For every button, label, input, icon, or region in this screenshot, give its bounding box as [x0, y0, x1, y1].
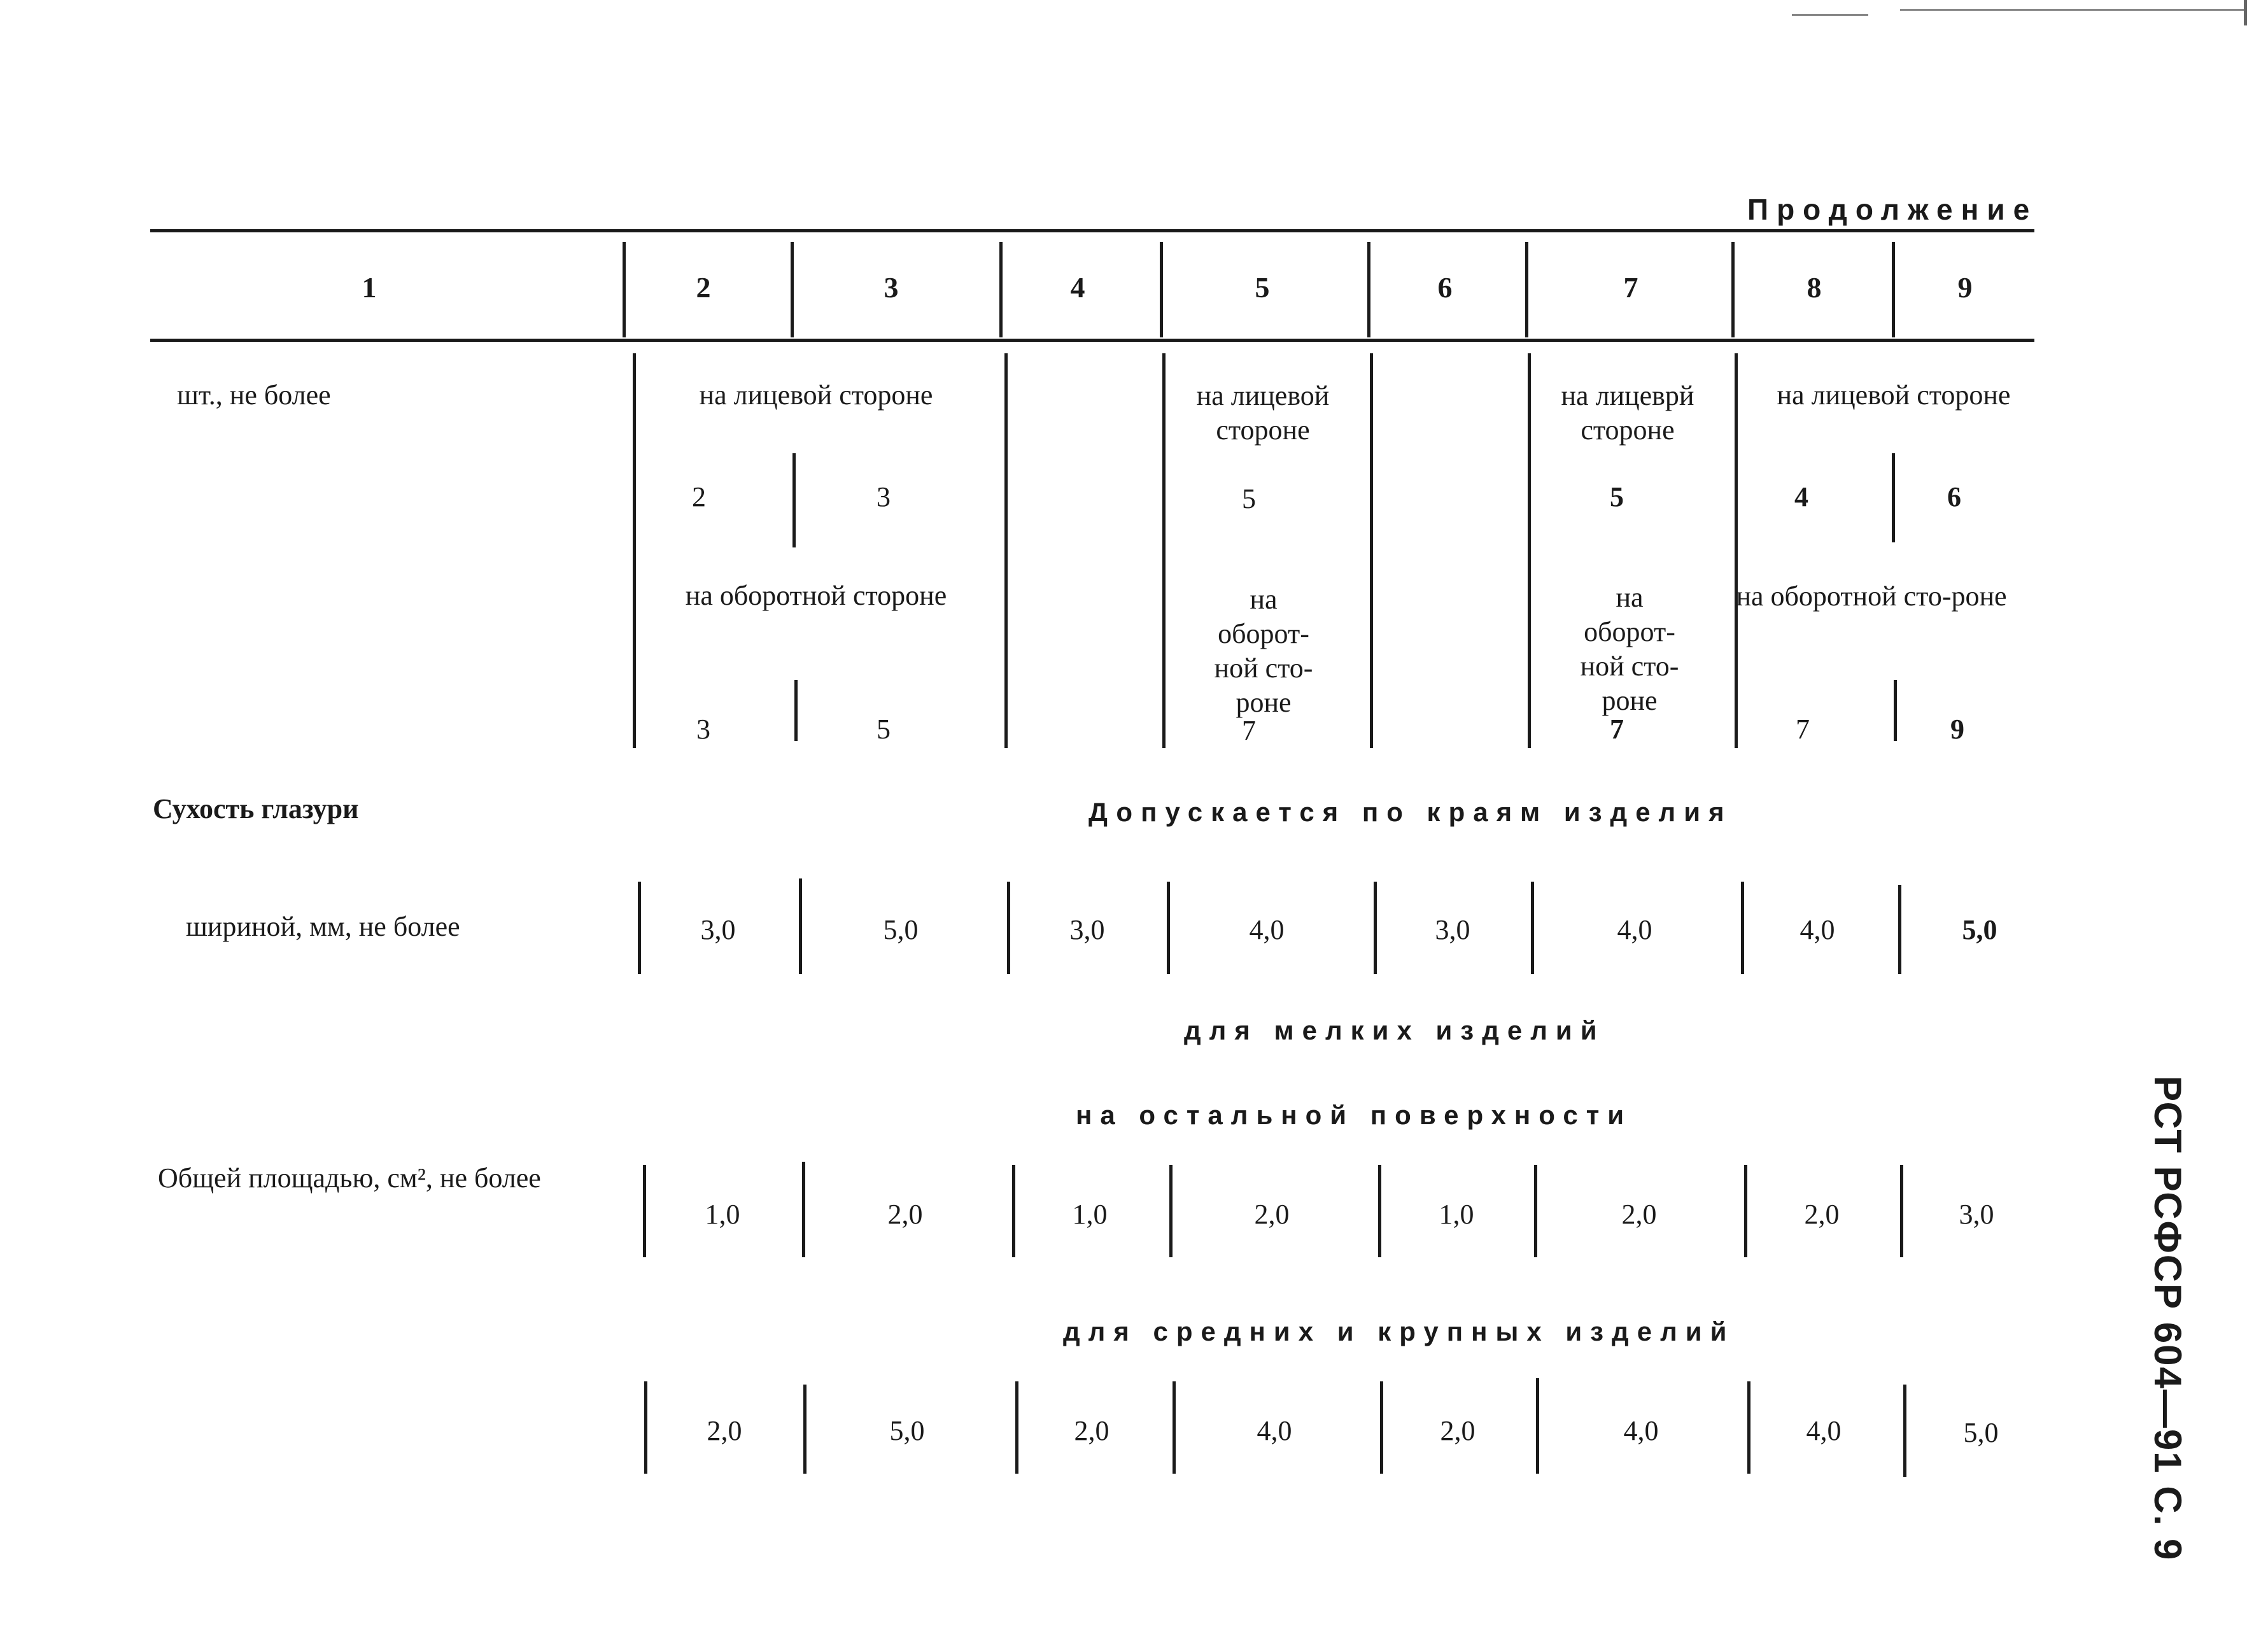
scan-mark: [2244, 0, 2247, 25]
area-value-large: 5,0: [889, 1415, 925, 1446]
value-divider: [1894, 680, 1897, 741]
back-side-label: на оборотной стороне: [685, 580, 947, 611]
value-divider: [1900, 1165, 1903, 1257]
column-rule: [633, 353, 636, 748]
header-divider: [1731, 242, 1735, 337]
face-side-label-col89: на лицевой стороне: [1777, 379, 2011, 411]
value-divider: [799, 878, 802, 974]
area-value-large: 2,0: [707, 1415, 742, 1446]
value-divider: [1534, 1165, 1537, 1257]
column-header-6: 6: [1437, 271, 1453, 304]
area-value-large: 5,0: [1963, 1417, 1999, 1448]
value-divider: [1744, 1165, 1747, 1257]
area-value-large: 2,0: [1074, 1415, 1109, 1446]
width-value: 3,0: [1069, 914, 1105, 945]
column-header-2: 2: [696, 271, 711, 304]
column-header-5: 5: [1255, 271, 1270, 304]
value-divider: [644, 1381, 647, 1474]
column-header-1: 1: [362, 271, 377, 304]
column-header-7: 7: [1623, 271, 1638, 304]
value-divider: [1903, 1385, 1906, 1477]
face-side-label-col7: на лицеврй стороне: [1561, 380, 1694, 446]
width-value: 4,0: [1617, 914, 1652, 945]
area-value-small: 3,0: [1959, 1199, 1994, 1230]
header-divider: [999, 242, 1003, 337]
header-divider: [1525, 242, 1528, 337]
area-value-large: 4,0: [1257, 1415, 1292, 1446]
column-rule: [1528, 353, 1531, 748]
value-divider: [1007, 882, 1010, 974]
width-value: 4,0: [1800, 914, 1835, 945]
area-label: Общей площадью, см², не более: [158, 1162, 541, 1194]
value-divider: [792, 453, 796, 547]
value-divider: [1012, 1165, 1015, 1257]
value-divider: [1173, 1381, 1176, 1474]
value-divider: [643, 1165, 646, 1257]
small-items-label: для мелких изделий: [1184, 1015, 1605, 1045]
value-divider: [638, 882, 641, 974]
face-side-label: на лицевой стороне: [699, 379, 933, 411]
value-divider: [1898, 885, 1901, 974]
column-header-8: 8: [1807, 271, 1822, 304]
value-divider: [1531, 882, 1534, 974]
value-divider: [1167, 882, 1170, 974]
value-divider: [1169, 1165, 1173, 1257]
width-value: 3,0: [1435, 914, 1470, 945]
area-value-small: 2,0: [1621, 1199, 1657, 1230]
header-divider: [1892, 242, 1895, 337]
back-value: 7: [1610, 714, 1624, 745]
count-label: шт., не более: [177, 379, 331, 411]
column-rule: [1370, 353, 1373, 748]
top-rule: [150, 229, 2034, 232]
area-value-small: 1,0: [705, 1199, 740, 1230]
header-divider: [623, 242, 626, 337]
continuation-label: Продолжение: [1747, 193, 2038, 226]
column-header-4: 4: [1070, 271, 1085, 304]
area-value-large: 2,0: [1440, 1415, 1476, 1446]
area-value-large: 4,0: [1806, 1415, 1842, 1446]
value-divider: [1378, 1165, 1381, 1257]
column-header-3: 3: [884, 271, 899, 304]
column-rule: [1735, 353, 1738, 748]
back-value: 7: [1796, 714, 1810, 745]
value-divider: [803, 1385, 806, 1474]
back-value: 9: [1950, 714, 1964, 745]
column-rule: [1004, 353, 1008, 748]
medium-large-items-label: для средних и крупных изделий: [1063, 1316, 1735, 1346]
width-value: 3,0: [700, 914, 736, 945]
column-rule: [1162, 353, 1166, 748]
area-value-small: 2,0: [1804, 1199, 1840, 1230]
value-divider: [1536, 1378, 1539, 1474]
header-divider: [1160, 242, 1163, 337]
header-divider: [791, 242, 794, 337]
back-value: 5: [877, 714, 891, 745]
face-value: 4: [1794, 481, 1808, 512]
area-value-small: 1,0: [1072, 1199, 1108, 1230]
face-value: 6: [1947, 481, 1961, 512]
value-divider: [1892, 453, 1895, 542]
face-side-label-col5: на лицевой стороне: [1196, 380, 1330, 446]
value-divider: [1380, 1381, 1383, 1474]
value-divider: [802, 1162, 805, 1257]
back-side-label-col7: на оборот-ной сто-роне: [1580, 582, 1679, 716]
area-value-small: 1,0: [1439, 1199, 1474, 1230]
value-divider: [1747, 1381, 1750, 1474]
scan-mark: [1900, 9, 2244, 11]
face-value: 3: [877, 481, 891, 512]
width-value: 5,0: [883, 914, 919, 945]
value-divider: [1015, 1381, 1018, 1474]
area-value-small: 2,0: [887, 1199, 923, 1230]
face-value: 5: [1610, 481, 1624, 512]
scan-mark: [1792, 14, 1868, 16]
column-header-9: 9: [1957, 271, 1973, 304]
area-value-large: 4,0: [1623, 1415, 1659, 1446]
back-side-label-col5: на оборот-ной сто-роне: [1214, 584, 1313, 718]
allowed-at-edges: Допускается по краям изделия: [1088, 797, 1733, 827]
glaze-dryness-label: Сухость глазури: [153, 793, 359, 824]
document-side-label: РСТ РСФСР 604—91 С. 9: [2146, 1076, 2189, 1562]
area-value-small: 2,0: [1254, 1199, 1290, 1230]
value-divider: [1741, 882, 1744, 974]
value-divider: [794, 680, 798, 741]
rest-surface-label: на остальной поверхности: [1076, 1100, 1633, 1130]
width-value: 4,0: [1249, 914, 1285, 945]
face-value: 5: [1242, 483, 1256, 514]
value-divider: [1374, 882, 1377, 974]
width-label: шириной, мм, не более: [186, 911, 460, 942]
face-value: 2: [692, 481, 706, 512]
header-bottom-rule: [150, 339, 2034, 342]
back-value: 3: [696, 714, 710, 745]
back-value: 7: [1242, 715, 1256, 746]
width-value: 5,0: [1962, 914, 1997, 945]
header-divider: [1367, 242, 1370, 337]
back-side-label-col89: на оборотной сто-роне: [1736, 581, 2007, 612]
